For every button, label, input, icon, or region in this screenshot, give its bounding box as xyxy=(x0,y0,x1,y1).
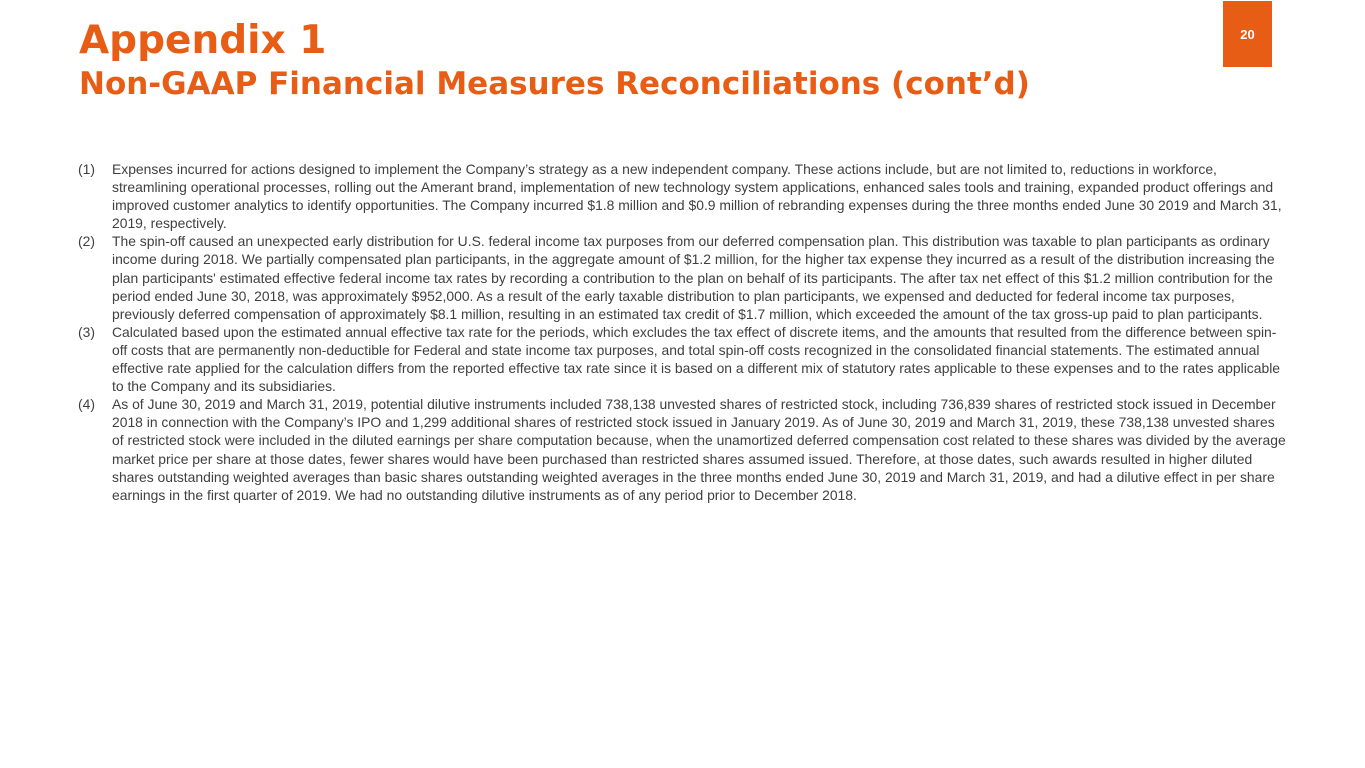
footnote-text: As of June 30, 2019 and March 31, 2019, potential dilutive instruments included 738,138 unvested shares of restricted stock, including 736,839 shares of restricted stock issued in December 2018 in connection with the Company’s IPO and 1,299 additional shares of restricted stock issued in January 2019. As of June 30, 2019 and March 31, 2019, these 738,138 unvested shares of restricted stock were included in the diluted earnings per share computation because, when the unamortized deferred compensation cost related to these shares was divided by the average market price per share at those dates, fewer shares would have been purchased than restricted shares assumed issued. Therefore, at those dates, such awards resulted in higher diluted shares outstanding weighted averages than basic shares outstanding weighted averages in the three months ended June 30, 2019 and March 31, 2019, and had a dilutive effect in per share earnings in the first quarter of 2019. We had no outstanding dilutive instruments as of any period prior to December 2018. xyxy=(112,396,1286,503)
page-number: 20 xyxy=(1240,26,1255,42)
footnote-text: Expenses incurred for actions designed to implement the Company’s strategy as a new independent company. These actions include, but are not limited to, reductions in workforce, streamlining operational processes, rolling out the Amerant brand, implementation of new technology system applications, enhanced sales tools and training, expanded product offerings and improved customer analytics to identify opportunities. The Company incurred $1.8 million and $0.9 million of rebranding expenses during the three months ended June 30 2019 and March 31, 2019, respectively. xyxy=(112,161,1282,232)
footnote-number: (4) xyxy=(78,396,95,413)
footnote-number: (1) xyxy=(78,161,95,177)
page-subtitle: Non-GAAP Financial Measures Reconciliations (cont’d) xyxy=(79,66,1030,102)
footnote-1 xyxy=(78,160,1290,232)
footnote-4 xyxy=(78,395,1290,504)
page-number-badge xyxy=(1223,1,1272,67)
footnote-number: (2) xyxy=(78,233,95,250)
footnote-list xyxy=(78,160,1290,504)
footnote-3 xyxy=(78,323,1290,395)
footnote-text: The spin-off caused an unexpected early distribution for U.S. federal income tax purposes from our deferred compensation plan. This distribution was taxable to plan participants as ordinary income during 2018. We partially compensated plan participants, in the aggregate amount of $1.2 million, for the higher tax expense they incurred as a result of the distribution increasing the plan participants' estimated effective federal income tax rates by recording a contribution to the plan on behalf of its participants. The after tax net effect of this $1.2 million contribution for the period ended June 30, 2018, was approximately $952,000. As a result of the early taxable distribution to plan participants, we expensed and deducted for federal income tax purposes, previously deferred compensation of approximately $8.1 million, resulting in an estimated tax credit of $1.7 million, which exceeded the amount of the tax gross-up paid to plan participants. xyxy=(112,233,1275,322)
page-title: Appendix 1 xyxy=(79,18,327,63)
footnote-2 xyxy=(78,232,1290,322)
footnote-text: Calculated based upon the estimated annual effective tax rate for the periods, which excludes the tax effect of discrete items, and the amounts that resulted from the difference between spin-off costs that are permanently non-deductible for Federal and state income tax purposes, and total spin-off costs recognized in the consolidated financial statements. The estimated annual effective rate applied for the calculation differs from the reported effective tax rate since it is based on a different mix of statutory rates applicable to these expenses and to the rates applicable to the Company and its subsidiaries. xyxy=(112,323,1281,395)
footnote-number: (3) xyxy=(78,323,95,340)
